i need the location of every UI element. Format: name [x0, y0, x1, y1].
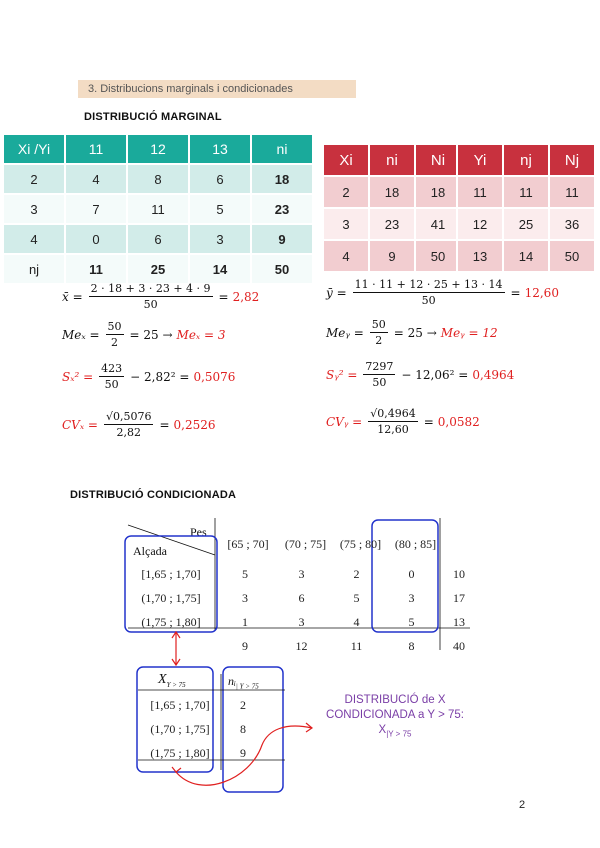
table-cell: 11 [503, 176, 549, 208]
table-row [138, 741, 264, 765]
result: 2,82 [232, 289, 260, 304]
table-cell: 5 [242, 566, 248, 581]
formula-lhs: x̄ = [62, 289, 83, 304]
conditional-heading: DISTRIBUCIÓ CONDICIONADA [70, 489, 237, 501]
result: Meₓ = 3 [176, 327, 226, 342]
formula-lhs: CVᵧ = [326, 414, 363, 429]
subtable-h1-sub: Y > 75 [166, 680, 186, 689]
table-cell: 3 [298, 614, 305, 629]
table-cell: 6 [298, 590, 305, 605]
table-cell: 14 [503, 240, 549, 272]
table-cell: 3 [408, 590, 415, 605]
table-cell: 23 [251, 194, 313, 224]
row-interval: (1,70 ; 1,75] [150, 721, 210, 736]
row-total: 13 [453, 614, 465, 629]
numerator: 7297 [365, 360, 394, 373]
table-cell: 50 [549, 240, 595, 272]
table-cell: 11 [65, 254, 127, 284]
formula-lhs: ȳ = [326, 285, 347, 300]
col-header: (80 ; 85] [394, 536, 437, 551]
table-cell: 18 [415, 176, 461, 208]
red-header: Xi [323, 144, 369, 176]
red-header: nj [503, 144, 549, 176]
table-row [126, 586, 479, 610]
numerator: 423 [101, 362, 123, 375]
table-cell: 4 [3, 224, 65, 254]
row-interval: (1,75 ; 1,80] [150, 745, 210, 760]
formula-mid: = 25 → [393, 325, 437, 340]
red-header: Nj [549, 144, 595, 176]
row-label: Alçada [133, 544, 167, 558]
table-cell: 50 [251, 254, 313, 284]
col-total: 9 [242, 638, 248, 653]
row-interval: (1,70 ; 1,75] [141, 590, 201, 605]
denominator: 12,60 [377, 423, 409, 436]
teal-header: ni [251, 134, 313, 164]
result: 12,60 [524, 285, 559, 300]
row-interval: (1,75 ; 1,80] [141, 614, 201, 629]
result: 0,5076 [193, 369, 236, 384]
subtable-header-n [228, 674, 259, 690]
table-cell: 5 [408, 614, 415, 629]
table-row [138, 693, 264, 717]
subtable-h1: X [158, 672, 167, 687]
formula-mid: − 12,06² = [401, 367, 469, 382]
row-total: 17 [453, 590, 465, 605]
formula-mid: − 2,82² = [130, 369, 190, 384]
table-cell: 8 [240, 721, 246, 736]
table-cell: 3 [3, 194, 65, 224]
diagonal-divider [128, 525, 215, 555]
table-cell: 18 [251, 164, 313, 194]
table-cell: 36 [549, 208, 595, 240]
table-cell: 25 [503, 208, 549, 240]
table-cell: 3 [323, 208, 369, 240]
conditional-subtable [138, 693, 264, 765]
row-total: 10 [453, 566, 465, 581]
denominator: 50 [143, 298, 158, 311]
numerator: 50 [107, 320, 122, 333]
table-cell: 23 [369, 208, 415, 240]
equals: = [423, 414, 434, 429]
table-cell: 4 [353, 614, 360, 629]
table-cell: 9 [251, 224, 313, 254]
col-total: 11 [350, 638, 363, 653]
result: 0,0582 [437, 414, 480, 429]
col-header: (70 ; 75] [284, 536, 327, 551]
table-row [126, 562, 479, 586]
row-interval: [1,65 ; 1,70] [141, 566, 201, 581]
table-cell: 3 [298, 566, 305, 581]
table-cell: 6 [189, 164, 251, 194]
marginal-heading: DISTRIBUCIÓ MARGINAL [84, 111, 222, 123]
row-interval: [1,65 ; 1,70] [150, 697, 210, 712]
table-cell: 4 [65, 164, 127, 194]
table-cell: 1 [242, 614, 248, 629]
subtable-h2-sub: | Y > 75 [235, 682, 259, 691]
table-cell: 9 [369, 240, 415, 272]
numerator: √0,4964 [370, 407, 416, 420]
grand-total: 40 [453, 638, 465, 653]
note-sub: |Y > 75 [386, 729, 412, 739]
formula-lhs: Meₓ = [62, 327, 100, 342]
equals: = [510, 285, 521, 300]
col-total: 12 [295, 638, 308, 653]
table-cell: 18 [369, 176, 415, 208]
result: Meᵧ = 12 [440, 325, 498, 340]
note-symbol: X [378, 724, 387, 736]
table-row [126, 610, 479, 634]
red-header: Yi [457, 144, 503, 176]
table-cell: 14 [189, 254, 251, 284]
numerator: 50 [371, 318, 386, 331]
denominator: 50 [421, 294, 436, 307]
table-cell: 0 [65, 224, 127, 254]
conditional-body [126, 562, 479, 658]
result: 0,4964 [472, 367, 515, 382]
numerator: 2 · 18 + 3 · 23 + 4 · 9 [90, 282, 211, 295]
col-label: Pes [190, 525, 207, 539]
numerator: 11 · 11 + 12 · 25 + 13 · 14 [354, 278, 503, 291]
table-cell: 8 [127, 164, 189, 194]
table-cell: 3 [189, 224, 251, 254]
note-line [300, 723, 490, 741]
numerator: √0,5076 [105, 410, 152, 423]
formula-mid: = 25 → [129, 327, 173, 342]
table-cell: 5 [353, 590, 360, 605]
table-cell: 50 [415, 240, 461, 272]
result: 0,2526 [173, 417, 216, 432]
teal-header: Xi /Yi [3, 134, 65, 164]
note-line: DISTRIBUCIÓ de X [344, 694, 446, 706]
section-title: 3. Distribucions marginals i condicionades [78, 80, 356, 98]
denominator: 2,82 [116, 426, 141, 439]
formula-lhs: Sᵧ² = [326, 367, 358, 382]
teal-header: 13 [189, 134, 251, 164]
table-cell: 2 [3, 164, 65, 194]
table-cell: nj [3, 254, 65, 284]
table-cell: 4 [323, 240, 369, 272]
table-cell: 11 [457, 176, 503, 208]
denominator: 50 [104, 378, 119, 391]
table-cell: 11 [549, 176, 595, 208]
table-cell: 2 [240, 697, 246, 712]
equals: = [218, 289, 229, 304]
table-cell: 7 [65, 194, 127, 224]
denominator: 2 [111, 336, 119, 349]
equals: = [159, 417, 170, 432]
col-header: [65 ; 70] [227, 536, 269, 551]
teal-header: 11 [65, 134, 127, 164]
red-header: ni [369, 144, 415, 176]
table-row [138, 717, 264, 741]
table-cell: 41 [415, 208, 461, 240]
table-cell: 5 [189, 194, 251, 224]
table-cell: 2 [353, 566, 360, 581]
table-cell: 6 [127, 224, 189, 254]
formula-lhs: CVₓ = [62, 417, 98, 432]
col-total: 8 [408, 638, 415, 653]
denominator: 50 [372, 376, 387, 389]
table-cell: 13 [457, 240, 503, 272]
conditional-header-row [218, 532, 443, 556]
table-cell: 9 [240, 745, 246, 760]
page-number: 2 [519, 799, 526, 811]
table-cell: 0 [408, 566, 415, 581]
table-cell: 3 [242, 590, 248, 605]
subtable-h2: nᵢ [228, 674, 236, 688]
totals-row [126, 634, 479, 658]
subtable-header-x [158, 672, 186, 689]
red-header: Ni [415, 144, 461, 176]
table-cell: 2 [323, 176, 369, 208]
table-cell: 11 [127, 194, 189, 224]
denominator: 2 [375, 334, 383, 347]
col-header: (75 ; 80] [339, 536, 382, 551]
formula-lhs: Meᵧ = [326, 325, 364, 340]
teal-header: 12 [127, 134, 189, 164]
formula-lhs: Sₓ² = [62, 369, 94, 384]
table-cell: 12 [457, 208, 503, 240]
note-line: CONDICIONADA a Y > 75: [326, 709, 464, 721]
table-cell: 25 [127, 254, 189, 284]
conditional-note [300, 693, 490, 741]
